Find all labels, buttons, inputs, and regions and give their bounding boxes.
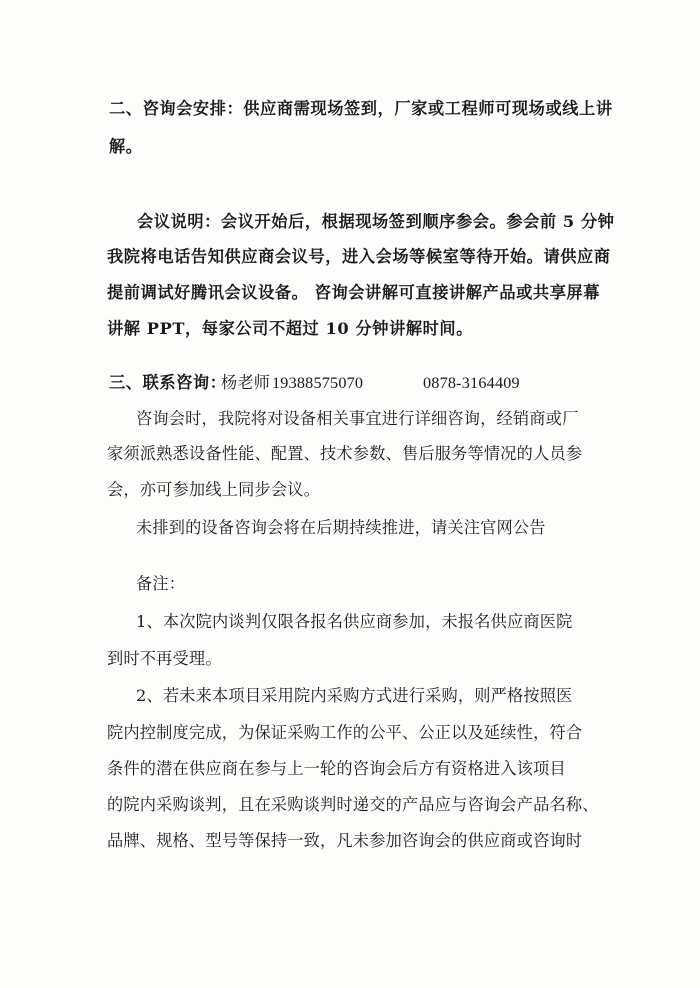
section2-line2: 解。 bbox=[109, 137, 143, 156]
contact-landline: 0878-3164409 bbox=[423, 374, 520, 392]
unscheduled-note: 未排到的设备咨询会将在后期持续推进，请关注官网公告 bbox=[136, 518, 546, 537]
consult-line1: 咨询会时，我院将对设备相关事宜进行详细咨询，经销商或厂 bbox=[136, 409, 579, 428]
remark2-line1: 2、若未来本项目采用院内采购方式进行采购，则严格按照医 bbox=[136, 686, 573, 705]
meeting-note-line2: 我院将电话告知供应商会议号，进入会场等候室等待开始。请供应商 bbox=[107, 247, 611, 266]
consult-line2: 家须派熟悉设备性能、配置、技术参数、售后服务等情况的人员参 bbox=[107, 444, 583, 463]
meeting-note-line1: 会议说明：会议开始后，根据现场签到顺序参会。参会前 5 分钟 bbox=[137, 212, 615, 231]
remarks-heading: 备注： bbox=[136, 574, 186, 593]
meeting-note-line3: 提前调试好腾讯会议设备。 咨询会讲解可直接讲解产品或共享屏幕 bbox=[107, 283, 601, 302]
contact-name: 杨老师 bbox=[221, 373, 271, 392]
remark1-line2: 到时不再受理。 bbox=[107, 649, 222, 668]
meeting-note-line4: 讲解 PPT，每家公司不超过 10 分钟讲解时间。 bbox=[107, 319, 474, 338]
consult-line3: 会，亦可参加线上同步会议。 bbox=[107, 480, 321, 499]
remark1-line1: 1、本次院内谈判仅限各报名供应商参加，未报名供应商医院 bbox=[136, 612, 573, 631]
remark2-line4: 的院内采购谈判，且在采购谈判时递交的产品应与咨询会产品名称、 bbox=[107, 795, 599, 814]
section3-heading: 三、联系咨询： bbox=[109, 373, 227, 392]
remark2-line3: 条件的潜在供应商在参与上一轮的咨询会后方有资格进入该项目 bbox=[107, 759, 566, 778]
contact-mobile: 19388575070 bbox=[272, 374, 364, 392]
remark2-line5: 品牌、规格、型号等保持一致，凡未参加咨询会的供应商或咨询时 bbox=[107, 831, 583, 850]
remark2-line2: 院内控制度完成，为保证采购工作的公平、公正以及延续性，符合 bbox=[107, 723, 583, 742]
section2-line1: 二、咨询会安排：供应商需现场签到，厂家或工程师可现场或线上讲 bbox=[109, 99, 613, 118]
